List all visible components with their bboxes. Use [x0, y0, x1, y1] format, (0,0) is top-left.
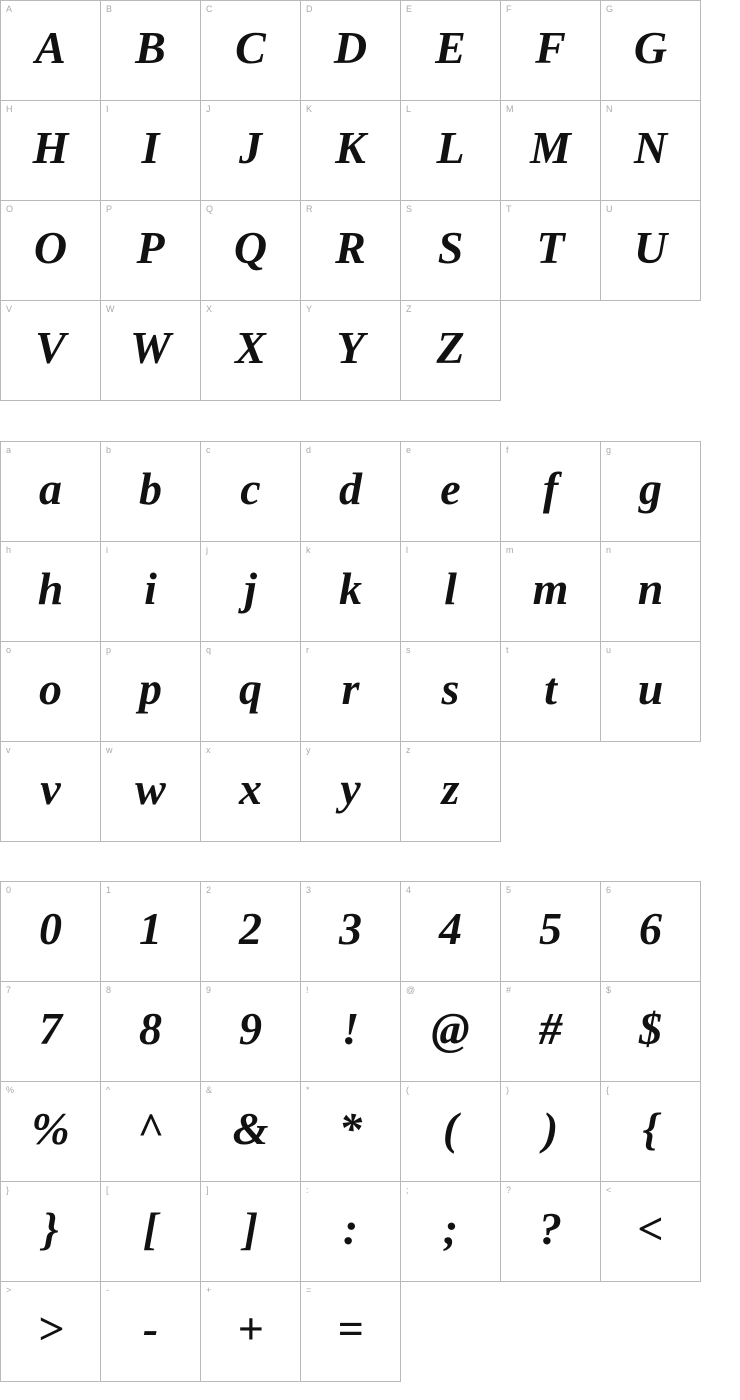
glyph-cell[interactable] — [601, 201, 701, 301]
glyph-cell[interactable] — [501, 982, 601, 1082]
glyph-code-label: Q — [206, 204, 214, 214]
glyph-code-label: 7 — [6, 985, 12, 995]
glyph-character: P — [136, 222, 165, 273]
glyph-character: & — [232, 1103, 269, 1154]
glyph-cell[interactable] — [101, 982, 201, 1082]
glyph-character: N — [633, 122, 668, 173]
glyph-character: x — [239, 763, 262, 814]
glyph-character: > — [37, 1303, 64, 1354]
glyph-code-label: 4 — [406, 885, 412, 895]
glyph-cell[interactable] — [101, 201, 201, 301]
glyph-code-label: d — [306, 445, 312, 455]
glyph-cell[interactable] — [601, 1182, 701, 1282]
glyph-code-label: S — [406, 204, 413, 214]
glyph-code-label: 5 — [506, 885, 512, 895]
glyph-character: ! — [341, 1003, 360, 1054]
glyph-character: + — [237, 1303, 264, 1354]
glyph-cell[interactable] — [1, 301, 101, 401]
glyph-code-label: - — [106, 1285, 109, 1295]
symbols-glyph-grid — [0, 881, 701, 1382]
glyph-character: K — [335, 122, 366, 173]
glyph-character: = — [337, 1303, 364, 1354]
glyph-character: 7 — [39, 1003, 62, 1054]
glyph-code-label: # — [506, 985, 512, 995]
glyph-character: I — [141, 122, 160, 173]
glyph-character: [ — [142, 1203, 159, 1254]
glyph-character: H — [32, 122, 69, 173]
glyph-character: t — [544, 663, 557, 714]
glyph-cell[interactable] — [201, 542, 301, 642]
uppercase-glyph-grid — [0, 0, 701, 401]
glyph-character: 4 — [439, 903, 462, 954]
glyph-character: 2 — [239, 903, 262, 954]
glyph-cell[interactable] — [201, 1182, 301, 1282]
glyph-cell[interactable] — [101, 1082, 201, 1182]
glyph-character: @ — [431, 1003, 470, 1054]
glyph-character: 3 — [339, 903, 362, 954]
glyph-cell[interactable] — [401, 101, 501, 201]
glyph-cell[interactable] — [401, 301, 501, 401]
glyph-cell[interactable] — [1, 642, 101, 742]
glyph-cell[interactable] — [301, 882, 401, 982]
glyph-character: m — [532, 563, 569, 614]
glyph-code-label: ? — [506, 1185, 512, 1195]
glyph-code-label: h — [6, 545, 12, 555]
glyph-code-label: f — [506, 445, 509, 455]
glyph-character: j — [244, 563, 257, 614]
glyph-character: i — [144, 563, 157, 614]
glyph-cell[interactable] — [501, 882, 601, 982]
glyph-cell[interactable] — [1, 1282, 101, 1382]
glyph-character: 5 — [539, 903, 562, 954]
glyph-cell[interactable] — [301, 1082, 401, 1182]
glyph-code-label: { — [606, 1085, 610, 1095]
glyph-cell[interactable] — [201, 1082, 301, 1182]
glyph-cell[interactable] — [301, 642, 401, 742]
glyph-character: X — [235, 322, 266, 373]
glyph-code-label: O — [6, 204, 14, 214]
glyph-cell[interactable] — [401, 882, 501, 982]
glyph-code-label: ! — [306, 985, 309, 995]
glyph-code-label: J — [206, 104, 211, 114]
section-divider-1 — [0, 401, 740, 441]
glyph-character: 8 — [139, 1003, 162, 1054]
glyph-code-label: o — [6, 645, 12, 655]
glyph-cell[interactable] — [601, 1082, 701, 1182]
glyph-code-label: < — [606, 1185, 612, 1195]
glyph-character: T — [536, 222, 565, 273]
glyph-cell[interactable] — [101, 1282, 201, 1382]
glyph-character: g — [639, 463, 662, 514]
glyph-cell[interactable] — [501, 1082, 601, 1182]
glyph-character: ) — [542, 1103, 559, 1154]
glyph-code-label: T — [506, 204, 512, 214]
glyph-code-label: [ — [106, 1185, 109, 1195]
glyph-character: J — [239, 122, 262, 173]
glyph-cell[interactable] — [601, 101, 701, 201]
glyph-character: s — [441, 663, 460, 714]
glyph-cell[interactable] — [101, 101, 201, 201]
glyph-cell[interactable] — [501, 201, 601, 301]
glyph-code-label: U — [606, 204, 613, 214]
glyph-cell[interactable] — [201, 1282, 301, 1382]
glyph-character: ( — [442, 1103, 459, 1154]
glyph-cell[interactable] — [101, 542, 201, 642]
glyph-cell[interactable] — [601, 542, 701, 642]
glyph-cell[interactable] — [1, 201, 101, 301]
glyph-cell[interactable] — [1, 742, 101, 842]
glyph-cell[interactable] — [201, 1, 301, 101]
glyph-cell[interactable] — [1, 982, 101, 1082]
glyph-code-label: k — [306, 545, 311, 555]
glyph-cell[interactable] — [401, 1, 501, 101]
glyph-cell[interactable] — [1, 1182, 101, 1282]
glyph-character: E — [435, 22, 466, 73]
symbols-section — [0, 881, 740, 1382]
glyph-cell[interactable] — [301, 1, 401, 101]
glyph-cell[interactable] — [301, 1182, 401, 1282]
glyph-character: Q — [233, 222, 268, 273]
glyph-code-label: u — [606, 645, 612, 655]
glyph-character: U — [633, 222, 668, 273]
glyph-character: G — [633, 22, 668, 73]
glyph-character: d — [339, 463, 362, 514]
glyph-cell[interactable] — [201, 301, 301, 401]
glyph-cell[interactable] — [101, 742, 201, 842]
lowercase-section — [0, 441, 740, 842]
glyph-cell[interactable] — [401, 982, 501, 1082]
glyph-code-label: Y — [306, 304, 313, 314]
glyph-character: 6 — [639, 903, 662, 954]
glyph-cell[interactable] — [1, 442, 101, 542]
glyph-code-label: B — [106, 4, 113, 14]
glyph-cell[interactable] — [301, 301, 401, 401]
glyph-code-label: n — [606, 545, 612, 555]
glyph-character: n — [637, 563, 664, 614]
glyph-character: B — [135, 22, 166, 73]
glyph-code-label: P — [106, 204, 113, 214]
glyph-code-label: % — [6, 1085, 15, 1095]
glyph-cell[interactable] — [101, 642, 201, 742]
glyph-code-label: y — [306, 745, 311, 755]
glyph-code-label: p — [106, 645, 112, 655]
glyph-cell[interactable] — [601, 982, 701, 1082]
glyph-cell[interactable] — [501, 642, 601, 742]
glyph-cell[interactable] — [501, 1182, 601, 1282]
glyph-cell[interactable] — [201, 101, 301, 201]
glyph-character: A — [35, 22, 66, 73]
glyph-character: * — [339, 1103, 362, 1154]
glyph-cell[interactable] — [301, 442, 401, 542]
glyph-character: < — [637, 1203, 664, 1254]
glyph-code-label: N — [606, 104, 613, 114]
glyph-code-label: t — [506, 645, 509, 655]
glyph-cell[interactable] — [301, 742, 401, 842]
glyph-cell[interactable] — [501, 442, 601, 542]
glyph-character: 0 — [39, 903, 62, 954]
glyph-cell[interactable] — [501, 1, 601, 101]
glyph-code-label: 1 — [106, 885, 112, 895]
glyph-code-label: i — [106, 545, 108, 555]
glyph-code-label: ] — [206, 1185, 209, 1195]
glyph-code-label: e — [406, 445, 412, 455]
glyph-character: V — [35, 322, 66, 373]
glyph-character: q — [239, 663, 262, 714]
section-divider-2 — [0, 842, 740, 881]
glyph-character: a — [39, 463, 62, 514]
glyph-cell[interactable] — [201, 882, 301, 982]
glyph-code-label: C — [206, 4, 213, 14]
glyph-cell[interactable] — [401, 742, 501, 842]
glyph-character: % — [31, 1103, 70, 1154]
glyph-cell[interactable] — [201, 442, 301, 542]
glyph-code-label: ; — [406, 1185, 409, 1195]
glyph-character: c — [240, 463, 261, 514]
glyph-character: O — [33, 222, 68, 273]
glyph-code-label: H — [6, 104, 13, 114]
glyph-character: z — [441, 763, 460, 814]
glyph-cell[interactable] — [1, 882, 101, 982]
glyph-code-label: s — [406, 645, 411, 655]
glyph-cell[interactable] — [601, 642, 701, 742]
glyph-code-label: $ — [606, 985, 612, 995]
glyph-character: L — [436, 122, 465, 173]
glyph-cell[interactable] — [301, 101, 401, 201]
glyph-code-label: K — [306, 104, 313, 114]
glyph-code-label: A — [6, 4, 13, 14]
glyph-character: 9 — [239, 1003, 262, 1054]
glyph-code-label: b — [106, 445, 112, 455]
glyph-cell[interactable] — [101, 1, 201, 101]
glyph-cell[interactable] — [1, 1082, 101, 1182]
glyph-character: u — [637, 663, 664, 714]
glyph-code-label: x — [206, 745, 211, 755]
glyph-character: r — [341, 663, 360, 714]
glyph-code-label: ( — [406, 1085, 409, 1095]
glyph-cell[interactable] — [301, 982, 401, 1082]
glyph-cell[interactable] — [1, 1, 101, 101]
glyph-code-label: F — [506, 4, 512, 14]
glyph-code-label: > — [6, 1285, 12, 1295]
glyph-code-label: 3 — [306, 885, 312, 895]
glyph-character: - — [142, 1303, 159, 1354]
glyph-cell[interactable] — [301, 542, 401, 642]
glyph-cell[interactable] — [401, 442, 501, 542]
glyph-character: # — [539, 1003, 562, 1054]
glyph-cell[interactable] — [101, 882, 201, 982]
glyph-code-label: L — [406, 104, 412, 114]
glyph-cell[interactable] — [101, 301, 201, 401]
glyph-character: Y — [336, 322, 365, 373]
glyph-character: F — [535, 22, 566, 73]
glyph-character: 1 — [139, 903, 162, 954]
glyph-code-label: 6 — [606, 885, 612, 895]
glyph-character: w — [135, 763, 166, 814]
glyph-code-label: R — [306, 204, 313, 214]
glyph-code-label: : — [306, 1185, 309, 1195]
glyph-code-label: I — [106, 104, 109, 114]
glyph-code-label: l — [406, 545, 408, 555]
glyph-code-label: ) — [506, 1085, 509, 1095]
glyph-cell[interactable] — [101, 442, 201, 542]
glyph-code-label: M — [506, 104, 514, 114]
glyph-cell[interactable] — [301, 1282, 401, 1382]
glyph-character: k — [339, 563, 362, 614]
glyph-cell[interactable] — [1, 101, 101, 201]
lowercase-glyph-grid — [0, 441, 701, 842]
glyph-character: h — [37, 563, 64, 614]
glyph-code-label: 8 — [106, 985, 112, 995]
glyph-cell[interactable] — [401, 642, 501, 742]
glyph-code-label: W — [106, 304, 115, 314]
glyph-cell[interactable] — [401, 1082, 501, 1182]
glyph-code-label: = — [306, 1285, 312, 1295]
glyph-code-label: r — [306, 645, 309, 655]
glyph-character: v — [40, 763, 61, 814]
glyph-character: ^ — [137, 1103, 164, 1154]
glyph-code-label: z — [406, 745, 411, 755]
glyph-cell[interactable] — [401, 542, 501, 642]
glyph-character: } — [42, 1203, 59, 1254]
glyph-code-label: 2 — [206, 885, 212, 895]
glyph-code-label: D — [306, 4, 313, 14]
glyph-code-label: V — [6, 304, 13, 314]
glyph-cell[interactable] — [601, 1, 701, 101]
glyph-cell[interactable] — [501, 101, 601, 201]
glyph-character: Z — [436, 322, 465, 373]
glyph-cell[interactable] — [501, 542, 601, 642]
glyph-cell[interactable] — [601, 442, 701, 542]
glyph-character: y — [340, 763, 361, 814]
glyph-character: b — [139, 463, 162, 514]
glyph-code-label: w — [106, 745, 113, 755]
glyph-cell[interactable] — [101, 1182, 201, 1282]
glyph-code-label: 9 — [206, 985, 212, 995]
glyph-character: ? — [539, 1203, 562, 1254]
glyph-code-label: ^ — [106, 1085, 111, 1095]
glyph-cell[interactable] — [401, 201, 501, 301]
glyph-character: ] — [242, 1203, 259, 1254]
glyph-cell[interactable] — [601, 882, 701, 982]
glyph-cell[interactable] — [301, 201, 401, 301]
glyph-code-label: X — [206, 304, 213, 314]
glyph-code-label: v — [6, 745, 11, 755]
glyph-code-label: + — [206, 1285, 212, 1295]
glyph-code-label: E — [406, 4, 413, 14]
glyph-code-label: @ — [406, 985, 416, 995]
glyph-cell[interactable] — [401, 1182, 501, 1282]
glyph-character: D — [333, 22, 368, 73]
glyph-character: C — [235, 22, 266, 73]
glyph-code-label: q — [206, 645, 212, 655]
glyph-character: $ — [639, 1003, 662, 1054]
glyph-code-label: g — [606, 445, 612, 455]
glyph-code-label: m — [506, 545, 514, 555]
glyph-character: : — [342, 1203, 359, 1254]
glyph-cell[interactable] — [1, 542, 101, 642]
glyph-code-label: 0 — [6, 885, 12, 895]
glyph-character: e — [440, 463, 461, 514]
glyph-character: ; — [442, 1203, 459, 1254]
glyph-code-label: G — [606, 4, 614, 14]
glyph-code-label: & — [206, 1085, 213, 1095]
glyph-cell[interactable] — [201, 642, 301, 742]
glyph-character: { — [642, 1103, 659, 1154]
glyph-character: o — [39, 663, 62, 714]
glyph-cell[interactable] — [201, 742, 301, 842]
glyph-character: M — [530, 122, 571, 173]
glyph-code-label: a — [6, 445, 12, 455]
glyph-cell[interactable] — [201, 201, 301, 301]
glyph-character: S — [437, 222, 464, 273]
glyph-character: l — [444, 563, 457, 614]
glyph-code-label: c — [206, 445, 211, 455]
uppercase-section — [0, 0, 740, 401]
glyph-character: W — [130, 322, 171, 373]
glyph-code-label: * — [306, 1085, 310, 1095]
glyph-code-label: Z — [406, 304, 412, 314]
glyph-code-label: j — [206, 545, 208, 555]
glyph-code-label: } — [6, 1185, 10, 1195]
glyph-cell[interactable] — [201, 982, 301, 1082]
glyph-character: R — [335, 222, 366, 273]
glyph-character: f — [542, 463, 559, 514]
glyph-character: p — [139, 663, 162, 714]
